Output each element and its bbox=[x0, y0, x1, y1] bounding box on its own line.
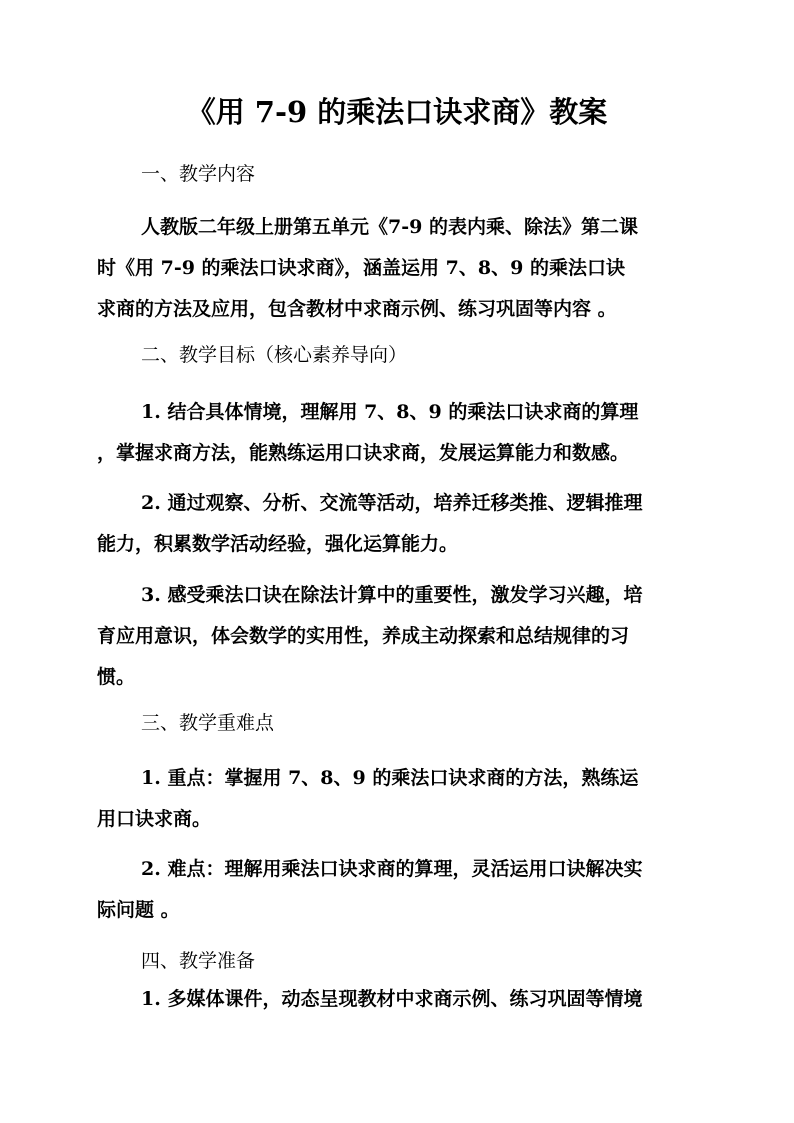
key-point-item-2 bbox=[97, 849, 699, 931]
paragraph-line: 育应用意识，体会数学的实用性，养成主动探索和总结规律的习 bbox=[97, 625, 630, 647]
objective-item-2 bbox=[97, 483, 699, 565]
document-title: 《用 7-9 的乘法口诀求商》教案 bbox=[186, 95, 608, 129]
preparation-item-1 bbox=[97, 979, 699, 1020]
objective-item-3 bbox=[97, 575, 699, 698]
paragraph-line: 1. 结合具体情境，理解用 7、8、9 的乘法口诀求商的算理 bbox=[141, 401, 639, 423]
key-point-item-1 bbox=[97, 758, 699, 840]
paragraph-line: 能力，积累数学活动经验，强化运算能力。 bbox=[97, 533, 459, 555]
paragraph-line: 2. 通过观察、分析、交流等活动，培养迁移类推、逻辑推理 bbox=[141, 492, 643, 514]
paragraph-line: 2. 难点：理解用乘法口诀求商的算理，灵活运用口诀解决实 bbox=[141, 858, 643, 880]
section-heading-objectives: 二、教学目标（核心素养导向） bbox=[141, 344, 408, 366]
section-heading-key-points: 三、教学重难点 bbox=[141, 712, 275, 734]
paragraph-line: 求商的方法及应用，包含教材中求商示例、练习巩固等内容 。 bbox=[97, 298, 617, 320]
paragraph-line: 人教版二年级上册第五单元《7-9 的表内乘、除法》第二课 bbox=[141, 216, 638, 238]
paragraph-line: 3. 感受乘法口诀在除法计算中的重要性，激发学习兴趣，培 bbox=[141, 584, 643, 606]
section-heading-content: 一、教学内容 bbox=[141, 163, 256, 185]
paragraph-line: 1. 多媒体课件，动态呈现教材中求商示例、练习巩固等情境 bbox=[141, 988, 643, 1010]
paragraph-line: 际问题 。 bbox=[97, 899, 180, 921]
paragraph-line: ，掌握求商方法，能熟练运用口诀求商，发展运算能力和数感。 bbox=[97, 442, 630, 464]
paragraph-line: 时《用 7-9 的乘法口诀求商》，涵盖运用 7、8、9 的乘法口诀 bbox=[97, 257, 625, 279]
paragraph-line: 用口诀求商。 bbox=[97, 808, 212, 830]
objective-item-1 bbox=[97, 392, 699, 474]
section-content-paragraph bbox=[97, 207, 699, 330]
paragraph-line: 惯。 bbox=[97, 666, 136, 688]
section-heading-preparation: 四、教学准备 bbox=[141, 950, 256, 972]
paragraph-line: 1. 重点：掌握用 7、8、9 的乘法口诀求商的方法，熟练运 bbox=[141, 767, 639, 789]
